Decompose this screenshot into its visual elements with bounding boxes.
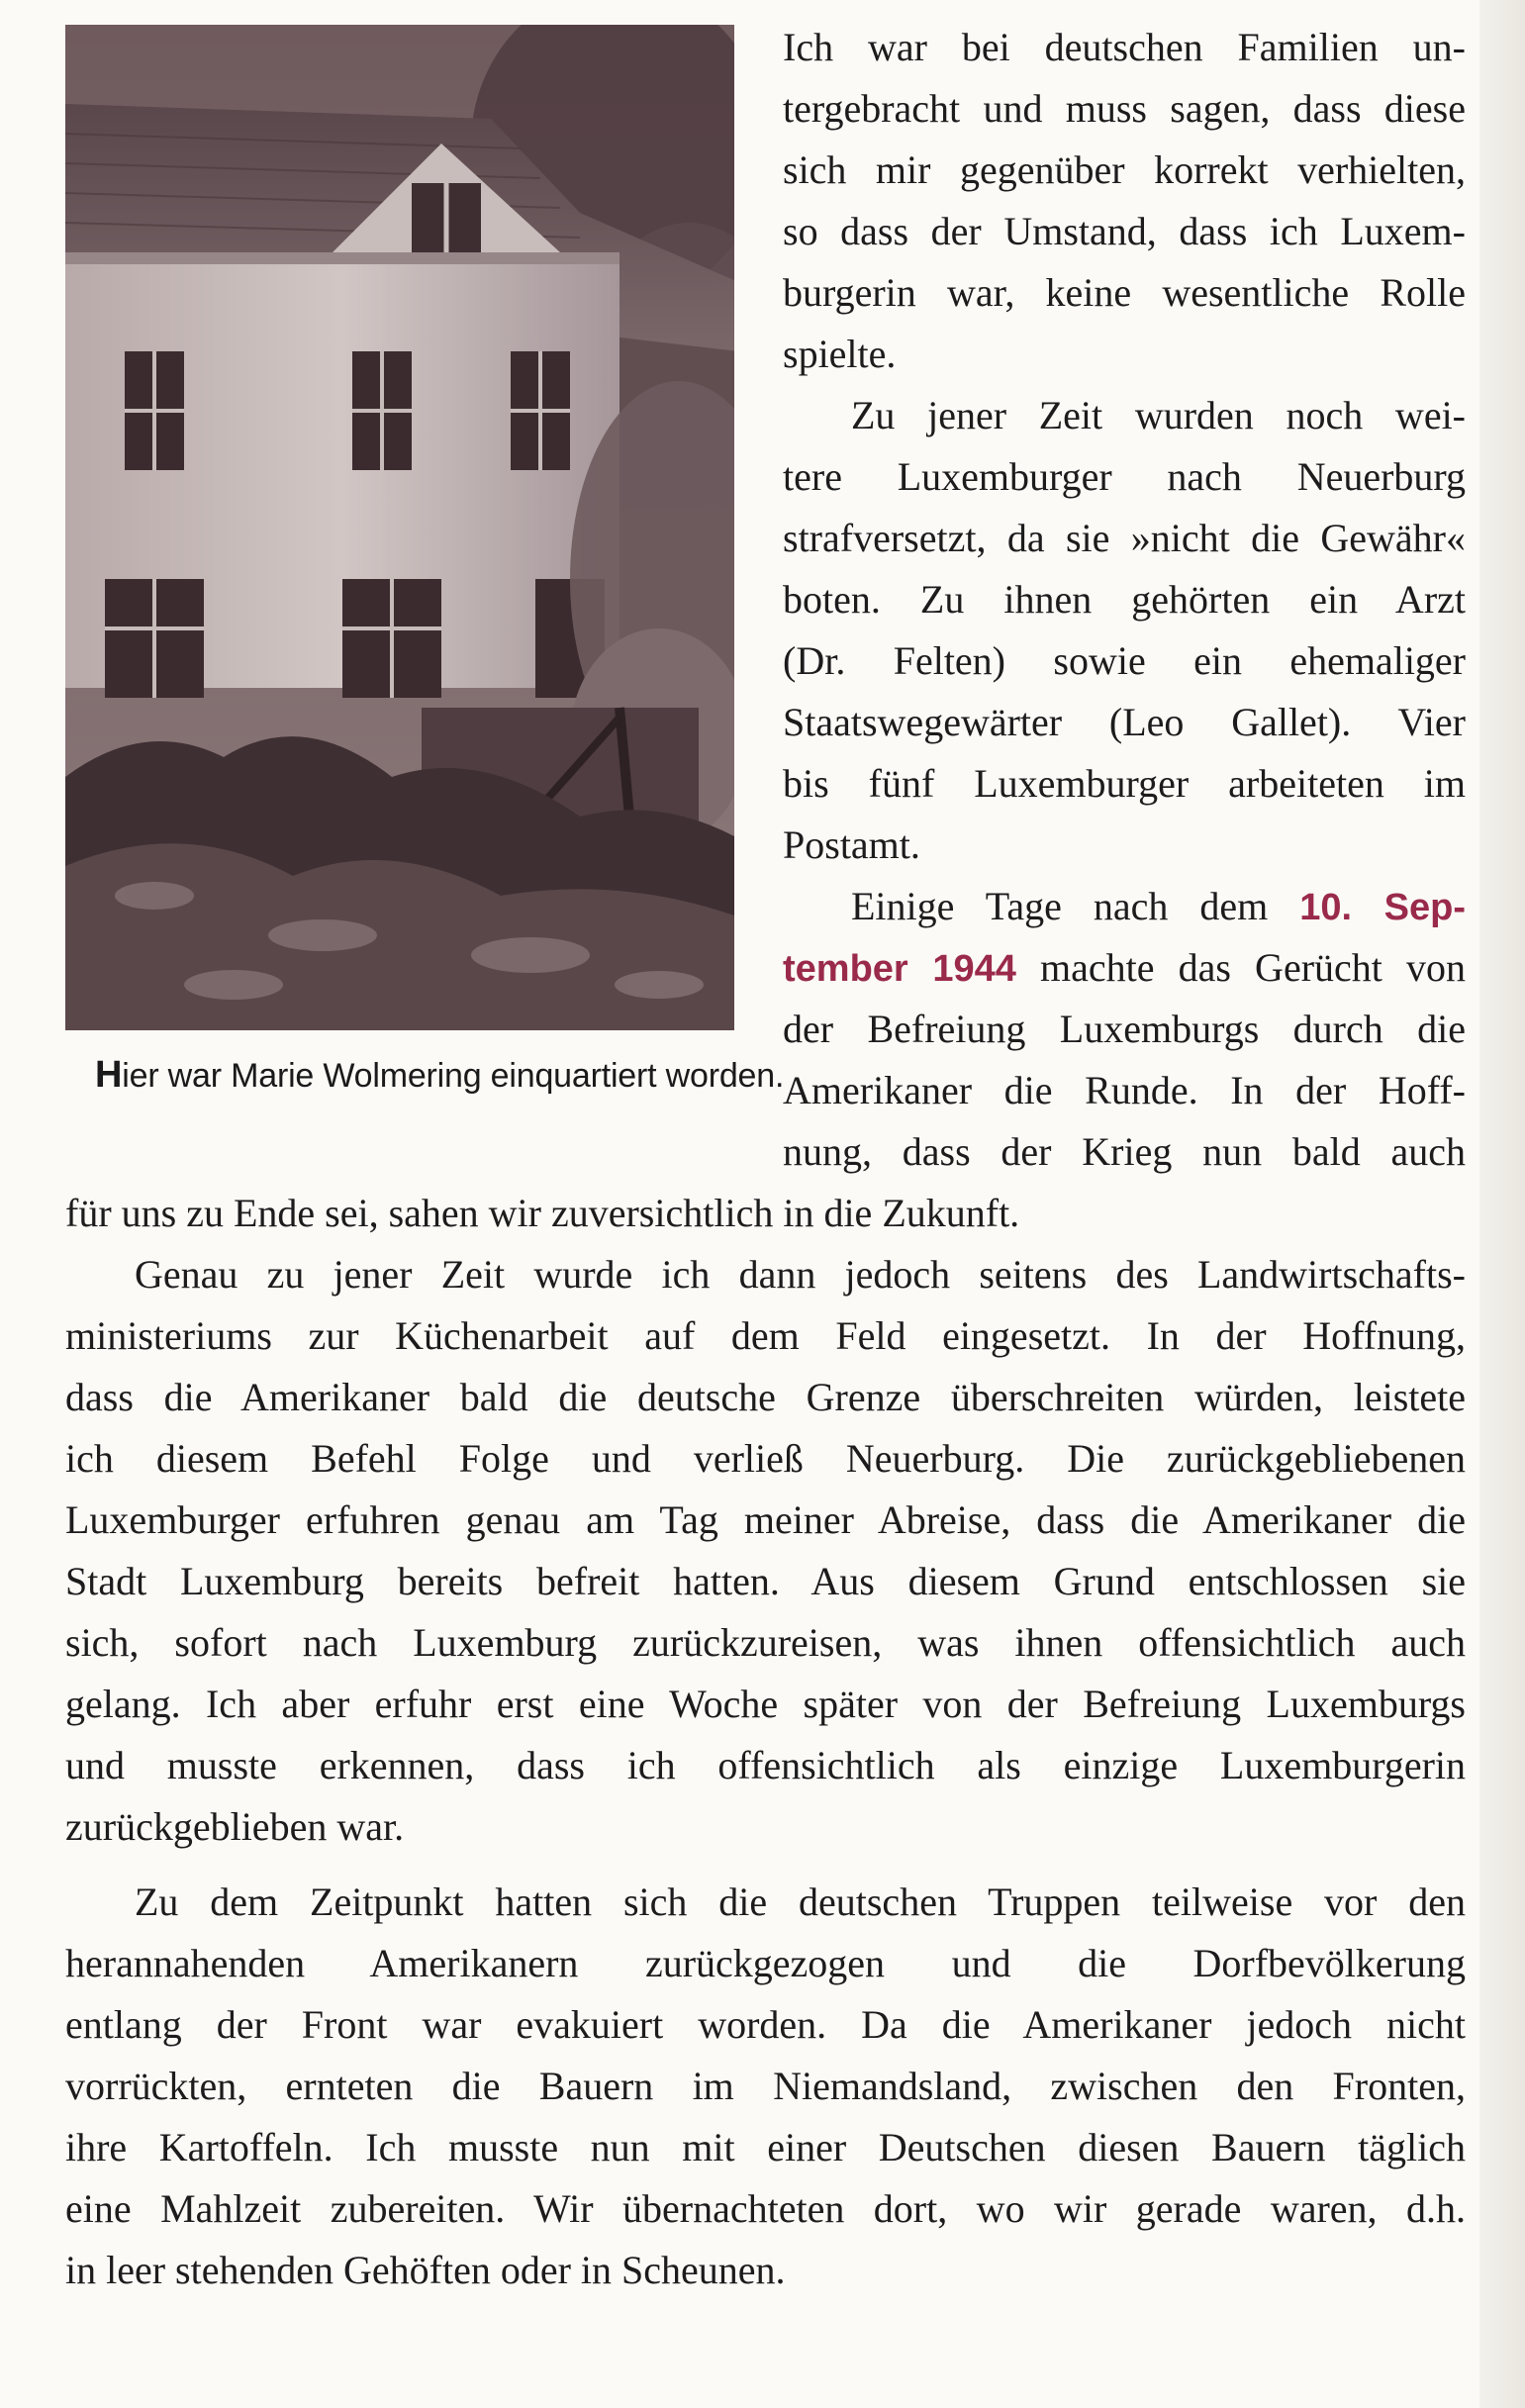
text-line: boten. Zu ihnen gehörten ein Arzt: [783, 577, 1466, 622]
text-line-with-date: [783, 941, 1466, 995]
highlighted-date: 10. Sep-: [1299, 887, 1467, 928]
text-line: Postamt.: [783, 822, 920, 867]
text-line: Stadt Luxemburg bereits befreit hatten. Aus diesem Grund entschlossen sie: [65, 1559, 1466, 1603]
page-edge-shadow: [1479, 0, 1525, 2408]
text-line: und musste erkennen, dass ich offensichtlich als einzige Luxemburgerin: [65, 1743, 1466, 1787]
text-line: in leer stehenden Gehöften oder in Scheunen.: [65, 2248, 786, 2292]
text-line: bis fünf Luxemburger arbeiteten im: [783, 761, 1466, 806]
caption-text: ier war Marie Wolmering einquartiert worden.: [122, 1057, 785, 1095]
text-line: strafversetzt, da sie »nicht die Gewähr«: [783, 516, 1466, 560]
text-fragment: machte das Gerücht von: [1040, 945, 1466, 990]
photo-caption: [95, 1054, 785, 1096]
text-line: sich mir gegenüber korrekt verhielten,: [783, 147, 1466, 192]
text-line: Staatswegewärter (Leo Gallet). Vier: [783, 700, 1466, 744]
house-photo-illustration: [65, 25, 734, 1030]
text-line: Ich war bei deutschen Familien un-: [783, 25, 1466, 69]
text-line: ich diesem Befehl Folge und verließ Neuerburg. Die zurückgebliebenen: [65, 1436, 1466, 1481]
highlighted-date: tember 1944: [783, 948, 1016, 990]
text-line: ministeriums zur Küchenarbeit auf dem Feld eingesetzt. In der Hoffnung,: [65, 1313, 1466, 1358]
text-line: so dass der Umstand, dass ich Luxem-: [783, 209, 1466, 253]
text-line: gelang. Ich aber erfuhr erst eine Woche später von der Befreiung Luxemburgs: [65, 1682, 1466, 1726]
house-photograph: [65, 25, 734, 1030]
text-line: Genau zu jener Zeit wurde ich dann jedoch seitens des Landwirtschafts-: [135, 1252, 1466, 1297]
text-line: entlang der Front war evakuiert worden. Da die Amerikaner jedoch nicht: [65, 2002, 1466, 2047]
text-line: herannahenden Amerikanern zurückgezogen und die Dorfbevölkerung: [65, 1941, 1466, 1985]
text-line: vorrückten, ernteten die Bauern im Niemandsland, zwischen den Fronten,: [65, 2064, 1466, 2108]
text-line: sich, sofort nach Luxemburg zurückzureisen, was ihnen offensichtlich auch: [65, 1620, 1466, 1665]
text-line: tere Luxemburger nach Neuerburg: [783, 454, 1466, 499]
text-line: dass die Amerikaner bald die deutsche Grenze überschreiten würden, leistete: [65, 1375, 1466, 1419]
text-line: der Befreiung Luxemburgs durch die: [783, 1007, 1466, 1051]
text-line: für uns zu Ende sei, sahen wir zuversichtlich in die Zukunft.: [65, 1191, 1020, 1235]
text-line: Luxemburger erfuhren genau am Tag meiner Abreise, dass die Amerikaner die: [65, 1497, 1466, 1542]
text-line: ihre Kartoffeln. Ich musste nun mit einer Deutschen diesen Bauern täglich: [65, 2125, 1466, 2169]
text-line: tergebracht und muss sagen, dass diese: [783, 86, 1466, 131]
text-fragment: Einige Tage nach dem: [851, 884, 1269, 928]
text-line: spielte.: [783, 332, 897, 376]
text-line-with-date: [851, 880, 1466, 933]
text-line: Zu dem Zeitpunkt hatten sich die deutschen Truppen teilweise vor den: [135, 1879, 1466, 1924]
text-line: eine Mahlzeit zubereiten. Wir übernachteten dort, wo wir gerade waren, d.h.: [65, 2186, 1466, 2231]
text-line: Amerikaner die Runde. In der Hoff-: [783, 1068, 1466, 1112]
text-line: zurückgeblieben war.: [65, 1804, 405, 1849]
text-line: Zu jener Zeit wurden noch wei-: [851, 393, 1466, 437]
text-line: nung, dass der Krieg nun bald auch: [783, 1129, 1466, 1174]
text-line: (Dr. Felten) sowie ein ehemaliger: [783, 638, 1466, 683]
text-line: burgerin war, keine wesentliche Rolle: [783, 270, 1466, 315]
caption-initial: H: [95, 1054, 123, 1096]
